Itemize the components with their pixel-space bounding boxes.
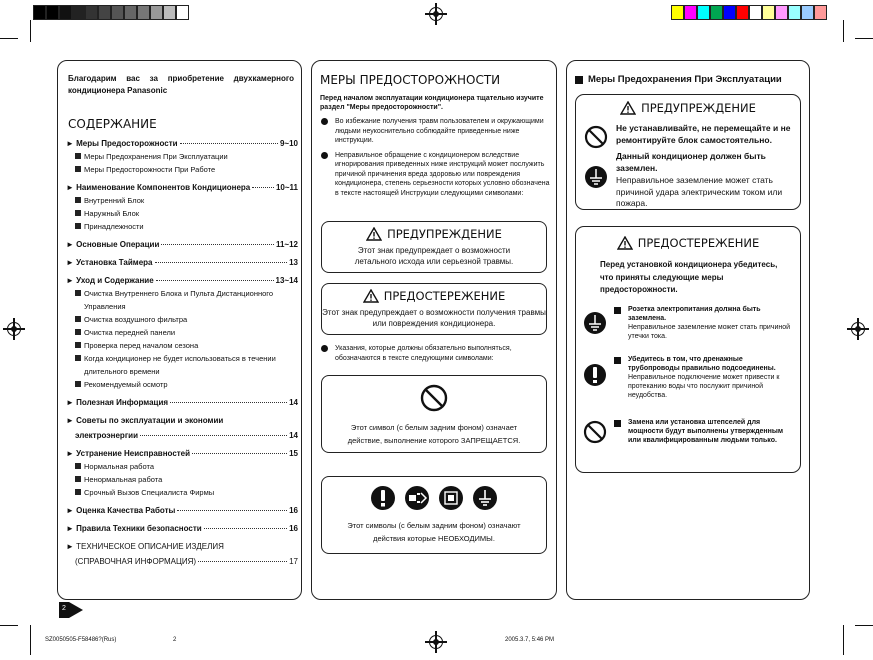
toc-subentry[interactable]: Очистка воздушного фильтра: [66, 313, 298, 326]
precautions-panel: [311, 60, 557, 600]
precautions-title: МЕРЫ ПРЕДОСТОРОЖНОСТИ: [320, 73, 501, 87]
crop-mark: [0, 625, 18, 626]
warning-box: [321, 221, 547, 273]
toc-subentry[interactable]: Проверка перед началом сезона: [66, 339, 298, 352]
table-of-contents: [66, 137, 298, 568]
crop-mark: [855, 625, 873, 626]
color-swatch: [762, 5, 775, 20]
caution-triangle-icon: [617, 236, 633, 250]
page-number-tab: [57, 600, 87, 620]
ground-icon: [472, 485, 498, 511]
registration-mark-icon: [429, 635, 443, 649]
prohibition-box: [321, 375, 547, 453]
crop-mark: [843, 20, 844, 42]
toc-subentry[interactable]: Внутренний Блок: [66, 194, 298, 207]
toc-entry[interactable]: ► Наименование Компонентов Кондиционера 10~11: [66, 183, 298, 192]
ground-icon: [584, 165, 608, 189]
color-bar-cmyk: [671, 5, 827, 20]
color-swatch: [684, 5, 697, 20]
toc-entry[interactable]: ► Советы по эксплуатации и экономии: [66, 416, 224, 425]
warning-box: [575, 94, 801, 210]
plug-in-icon: [438, 485, 464, 511]
toc-subentry[interactable]: Когда кондиционер не будет использоваться в течении длительного времени: [66, 352, 298, 378]
caution-lead: Перед установкой кондиционера убедитесь, что приняты следующие меры предосторожности.: [600, 260, 778, 294]
toc-subentry[interactable]: Нормальная работа: [66, 460, 298, 473]
toc-entry[interactable]: ► Уход и Содержание 13~14: [66, 276, 298, 285]
footer-file: SZ0050505-F58486?(Rus): [45, 637, 117, 643]
precautions-bullets: [320, 117, 552, 203]
contents-title: СОДЕРЖАНИЕ: [68, 117, 157, 131]
toc-entry[interactable]: ► Основные Операции 11~12: [66, 240, 298, 249]
warning-item: Не устанавливайте, не перемещайте и не ремонтируйте блок самостоятельно.: [616, 123, 791, 145]
warning-triangle-icon: [366, 227, 382, 241]
mandatory-icon: [583, 363, 607, 387]
prohibition-icon: [584, 125, 608, 149]
warning-heading: ПРЕДУПРЕЖДЕНИЕ: [641, 101, 756, 115]
crop-mark: [855, 38, 873, 39]
crop-mark: [0, 38, 18, 39]
mandatory-text: Этот символы (с белым задним фоном) означают действия которые НЕОБХОДИМЫ.: [347, 521, 521, 543]
caution-heading: ПРЕДОСТЕРЕЖЕНИЕ: [637, 236, 760, 250]
color-swatch: [671, 5, 684, 20]
precautions-lead: Перед началом эксплуатации кондиционера тщательно изучите раздел "Меры предосторожности".: [320, 95, 544, 111]
crop-mark: [30, 20, 31, 42]
footer-date: 2005.3.7, 5:46 PM: [505, 637, 555, 643]
toc-entry[interactable]: ► Устранение Неисправностей 15: [66, 449, 298, 458]
prohibition-icon: [583, 420, 607, 444]
caution-text: Этот знак предупреждает о возможности получения травмы или повреждения кондиционера.: [322, 308, 546, 328]
toc-entry[interactable]: электроэнергии 14: [75, 431, 298, 440]
color-swatch: [697, 5, 710, 20]
warning-heading: ПРЕДУПРЕЖДЕНИЕ: [387, 227, 502, 241]
list-item: Неправильное обращение с кондиционером вследствие игнорирования приведенных ниже инструкций может послужить причиной причинения вреда здоровью или повреждения кондиционера, степень серьезности которых условно обозначена в тексте настоящей Инструкции следующими символами:: [320, 151, 552, 199]
intro-text: Благодарим вас за приобретение двухкамерного кондиционера Panasonic: [68, 74, 294, 95]
toc-entry[interactable]: ► Полезная Информация 14: [66, 398, 298, 407]
crop-mark: [843, 625, 844, 655]
registration-mark-icon: [851, 322, 865, 336]
toc-entry[interactable]: ► Оценка Качества Работы 16: [66, 506, 298, 515]
prohibition-text: Этот символ (с белым задним фоном) означает действие, выполнение которого ЗАПРЕЩАЕТСЯ.: [347, 423, 521, 445]
toc-subentry[interactable]: Меры Предосторожности При Работе: [66, 163, 298, 176]
color-swatch: [814, 5, 827, 20]
toc-subentry[interactable]: Срочный Вызов Специалиста Фирмы: [66, 486, 298, 499]
toc-entry[interactable]: ► Установка Таймера 13: [66, 258, 298, 267]
list-item: Во избежание получения травм пользователем и окружающими людьми неукоснительно соблюдайте приведенные ниже инструкции.: [320, 117, 552, 146]
contents-panel: [57, 60, 302, 600]
toc-subentry[interactable]: Очистка передней панели: [66, 326, 298, 339]
toc-subentry[interactable]: Наружный Блок: [66, 207, 298, 220]
warning-item: Неправильное заземление может стать причиной удара электрическим током или пожара.: [616, 175, 783, 208]
caution-triangle-icon: [363, 289, 379, 303]
toc-entry[interactable]: ► Меры Предосторожности 9~10: [66, 139, 298, 148]
page-number: 2: [62, 605, 66, 612]
unplug-icon: [404, 485, 430, 511]
toc-subentry[interactable]: Принадлежности: [66, 220, 298, 233]
warning-item-title: Данный кондиционер должен быть заземлен.: [616, 151, 766, 173]
prohibition-icon: [420, 384, 448, 412]
toc-entry[interactable]: ► ТЕХНИЧЕСКОЕ ОПИСАНИЕ ИЗДЕЛИЯ: [66, 542, 224, 551]
toc-subentry[interactable]: Меры Предохранения При Эксплуатации: [66, 150, 298, 163]
caution-heading: ПРЕДОСТЕРЕЖЕНИЕ: [383, 289, 506, 303]
color-swatch: [710, 5, 723, 20]
operation-precautions-title: Меры Предохранения При Эксплуатации: [575, 74, 782, 85]
toc-subentry[interactable]: Рекомендуемый осмотр: [66, 378, 298, 391]
color-swatch: [749, 5, 762, 20]
ground-icon: [583, 311, 607, 335]
mandatory-box: [321, 476, 547, 554]
crop-mark: [30, 625, 31, 655]
toc-entry[interactable]: ► Правила Техники безопасности 16: [66, 524, 298, 533]
color-swatch: [723, 5, 736, 20]
color-swatch: [775, 5, 788, 20]
color-bar-gray: [33, 5, 189, 20]
color-swatch: [801, 5, 814, 20]
registration-mark-icon: [429, 7, 443, 21]
color-swatch: [736, 5, 749, 20]
toc-entry[interactable]: (СПРАВОЧНАЯ ИНФОРМАЦИЯ) 17: [75, 557, 298, 566]
symbols-note: Указания, которые должны обязательно выполняться, обозначаются в тексте следующими символами:: [320, 344, 552, 363]
warning-triangle-icon: [620, 101, 636, 115]
warning-text: Этот знак предупреждает о возможности летального исхода или серьезной травмы.: [354, 246, 514, 266]
color-swatch: [788, 5, 801, 20]
toc-subentry[interactable]: Очистка Внутреннего Блока и Пульта Дистанционного Управления: [66, 287, 298, 313]
toc-subentry[interactable]: Ненормальная работа: [66, 473, 298, 486]
caution-box: ПРЕДОСТЕРЕЖЕНИЕ Перед установкой кондиционера убедитесь, что приняты следующие меры предосторожности. Розетка электропитания должна быть заземлена. Неправильное заземление может стать причиной утечки тока. Убедитесь в том, что дренажные трубопроводы правильно подсоединены. Неправильное подключение может привести к протеканию воды что послужит причиной неудобства. Замена или установка штепселей для мощности будут выполнены утвержденным или квалифицированным людьми только.: [575, 226, 801, 473]
footer-page: 2: [173, 637, 177, 643]
caution-box: [321, 283, 547, 335]
operation-precautions-panel: [566, 60, 810, 600]
mandatory-icon: [370, 485, 396, 511]
registration-mark-icon: [7, 322, 21, 336]
